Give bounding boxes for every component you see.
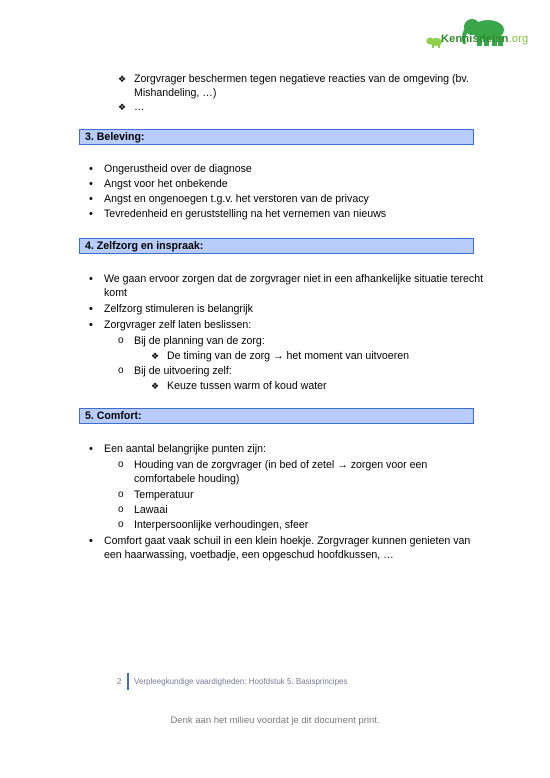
sub-list-item: Bij de planning van de zorg: xyxy=(134,335,265,347)
sub-list-item: Lawaai xyxy=(134,504,168,516)
diamond-bullet-icon: ❖ xyxy=(151,351,160,361)
section-title: 3. Beleving: xyxy=(85,131,145,143)
circle-bullet-icon: o xyxy=(118,459,124,470)
circle-bullet-icon: o xyxy=(118,335,124,346)
list-item: Zorgvrager beschermen tegen negatieve reacties van de omgeving (bv. xyxy=(134,73,469,85)
bullet-icon: • xyxy=(89,535,93,547)
list-item-continuation: komt xyxy=(104,287,127,299)
section-header-comfort xyxy=(79,408,474,424)
circle-bullet-icon: o xyxy=(118,489,124,500)
page-number: 2 xyxy=(117,677,122,686)
circle-bullet-icon: o xyxy=(118,504,124,515)
footer-text: Verpleegkundige vaardigheden: Hoofdstuk 5: Basisprincipes xyxy=(134,677,348,686)
bullet-icon: • xyxy=(89,178,93,190)
bullet-icon: • xyxy=(89,319,93,331)
print-note: Denk aan het milieu voordat je dit document print. xyxy=(170,715,380,726)
section-title: 5. Comfort: xyxy=(85,410,142,422)
bullet-icon: • xyxy=(89,193,93,205)
section-title: 4. Zelfzorg en inspraak: xyxy=(85,240,204,252)
list-item: Ongerustheid over de diagnose xyxy=(104,163,252,175)
list-item-continuation: een haarwassing, voetbadje, een opgeschud hoofdkussen, … xyxy=(104,549,394,561)
list-item: Een aantal belangrijke punten zijn: xyxy=(104,443,266,455)
bullet-icon: • xyxy=(89,443,93,455)
sub-list-item: Bij de uitvoering zelf: xyxy=(134,365,232,377)
circle-bullet-icon: o xyxy=(118,519,124,530)
diamond-bullet-icon: ❖ xyxy=(118,102,127,112)
bullet-icon: • xyxy=(89,208,93,220)
diamond-bullet-icon: ❖ xyxy=(118,74,127,84)
list-item: We gaan ervoor zorgen dat de zorgvrager niet in een afhankelijke situatie terecht xyxy=(104,273,484,285)
diamond-bullet-icon: ❖ xyxy=(151,381,160,391)
list-item: Angst en ongenoegen t.g.v. het verstoren van de privacy xyxy=(104,193,369,205)
sub-list-item-continuation: comfortabele houding) xyxy=(134,473,240,485)
section-header-beleving xyxy=(79,129,474,145)
list-item: … xyxy=(134,101,145,113)
bullet-icon: • xyxy=(89,163,93,175)
circle-bullet-icon: o xyxy=(118,365,124,376)
sub-list-item: Interpersoonlijke verhoudingen, sfeer xyxy=(134,519,309,531)
logo-wordmark[interactable]: Kennisdelen.org xyxy=(441,33,529,45)
list-item-continuation: Mishandeling, …) xyxy=(134,87,217,99)
list-item: Zorgvrager zelf laten beslissen: xyxy=(104,319,252,331)
bullet-icon: • xyxy=(89,273,93,285)
list-item: Comfort gaat vaak schuil in een klein hoekje. Zorgvrager kunnen genieten van xyxy=(104,535,471,547)
sub-sub-list-item: Keuze tussen warm of koud water xyxy=(167,380,327,392)
bullet-icon: • xyxy=(89,303,93,315)
list-item: Angst voor het onbekende xyxy=(104,178,228,190)
sub-list-item: Temperatuur xyxy=(134,489,194,501)
footer-divider xyxy=(127,673,129,690)
section-header-zelfzorg xyxy=(79,238,474,254)
sub-list-item: Houding van de zorgvrager (in bed of zetel → zorgen voor een xyxy=(134,459,428,471)
list-item: Zelfzorg stimuleren is belangrijk xyxy=(104,303,253,315)
list-item: Tevredenheid en geruststelling na het vernemen van nieuws xyxy=(104,208,387,220)
sub-sub-list-item: De timing van de zorg → het moment van uitvoeren xyxy=(167,350,410,362)
